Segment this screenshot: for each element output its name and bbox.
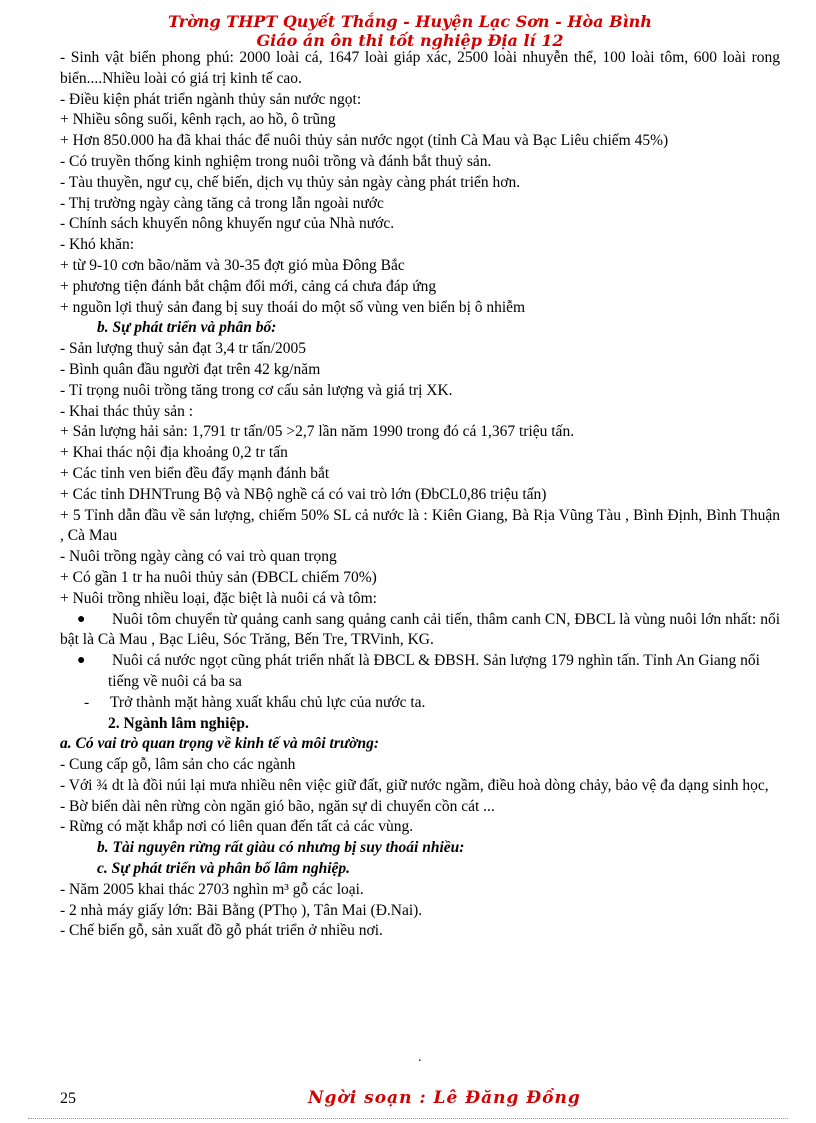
paragraph: - Khó khăn: [60,236,135,254]
paragraph: - Tàu thuyền, ngư cụ, chế biến, dịch vụ thủy sản ngày càng phát triển hơn. [60,173,521,191]
section-heading: a. Có vai trò quan trọng về kinh tế và môi trường: [60,735,380,753]
dash-text: Trở thành mặt hàng xuất khẩu chủ lực của nước ta. [110,693,426,711]
paragraph: - Cung cấp gỗ, lâm sản cho các ngành [60,756,296,774]
paragraph: - Có truyền thống kinh nghiệm trong nuôi trồng và đánh bắt thuỷ sản. [60,152,492,170]
paragraph: + từ 9-10 cơn bão/năm và 30-35 đợt gió mùa Đông Bắc [60,256,405,274]
paragraph: - Thị trường ngày càng tăng cả trong lẫn ngoài nước [60,194,384,212]
bullet-icon: ● [77,653,86,669]
section-heading: b. Tài nguyên rừng rất giàu có nhưng bị suy thoái nhiều: [97,839,465,857]
footer-divider [28,1118,788,1119]
paragraph: + Hơn 850.000 ha đã khai thác để nuôi thủy sản nước ngọt (tỉnh Cà Mau và Bạc Liêu chiếm 45%) [60,132,669,150]
bullet-item [60,610,780,652]
bullet-icon: ● [77,611,86,627]
paragraph: + phương tiện đánh bắt chậm đổi mới, cảng cá chưa đáp ứng [60,277,437,295]
header-subtitle: Giáo án ôn thi tốt nghiệp Địa lí 12 [256,31,564,50]
dash-item [60,693,780,714]
page-dot: . [418,1050,422,1065]
section-heading: c. Sự phát triển và phân bố lâm nghiệp. [97,860,351,878]
dash-icon: - [84,693,90,711]
paragraph: + Nhiều sông suối, kênh rạch, ao hồ, ô trũng [60,111,336,129]
paragraph: + Các tỉnh DHNTrung Bộ và NBộ nghề cá có vai trò lớn (ĐbCL0,86 triệu tấn) [60,485,547,503]
bullet-text: Nuôi cá nước ngọt cũng phát triển nhất là ĐBCL & ĐBSH. Sản lượng 179 nghìn tấn. Tỉnh An Giang nổi [112,652,760,670]
paragraph: - Bờ biển dài nên rừng còn ngăn gió bão, ngăn sự di chuyển cồn cát ... [60,797,495,815]
page-header [60,12,760,50]
paragraph: + Có gần 1 tr ha nuôi thủy sản (ĐBCL chiếm 70%) [60,568,377,586]
section-heading: 2. Ngành lâm nghiệp. [108,714,249,732]
paragraph: - Chính sách khuyến nông khuyến ngư của Nhà nước. [60,215,395,233]
paragraph: + 5 Tỉnh dẫn đầu về sản lượng, chiếm 50% SL cả nước là : Kiên Giang, Bà Rịa Vũng Tàu , Bình Định, Bình Thuận , Cà Mau [60,506,780,545]
paragraph: - Khai thác thủy sản : [60,402,194,420]
paragraph: + nguồn lợi thuỷ sản đang bị suy thoái do một số vùng ven biển bị ô nhiễm [60,298,526,316]
paragraph: + Các tỉnh ven biển đều đẩy mạnh đánh bắt [60,464,330,482]
bullet-item [60,651,780,672]
paragraph: + Nuôi trồng nhiều loại, đặc biệt là nuôi cá và tôm: [60,589,377,607]
paragraph: - Sản lượng thuỷ sản đạt 3,4 tr tấn/2005 [60,340,307,358]
paragraph: - Năm 2005 khai thác 2703 nghìn m³ gỗ các loại. [60,880,364,898]
paragraph: + Sản lượng hải sản: 1,791 tr tấn/05 >2,7 lần năm 1990 trong đó cá 1,367 triệu tấn. [60,423,575,441]
paragraph: - 2 nhà máy giấy lớn: Bãi Bằng (PThọ ), Tân Mai (Đ.Nai). [60,901,423,919]
paragraph: - Tỉ trọng nuôi trồng tăng trong cơ cấu sản lượng và giá trị XK. [60,381,453,399]
paragraph: - Với ¾ dt là đồi núi lại mưa nhiều nên việc giữ đất, giữ nước ngầm, điều hoà dòng chảy, bảo vệ đa dạng sinh học, [60,776,769,794]
paragraph: - Bình quân đầu người đạt trên 42 kg/năm [60,360,321,378]
paragraph: + Khai thác nội địa khoảng 0,2 tr tấn [60,444,288,462]
paragraph: - Chế biến gỗ, sản xuất đồ gỗ phát triển ở nhiều nơi. [60,922,383,940]
header-school: Trờng THPT Quyết Thắng - Huyện Lạc Sơn - Hòa Bình [168,12,652,31]
page-number: 25 [60,1090,76,1107]
paragraph: - Điều kiện phát triển ngành thủy sản nước ngọt: [60,90,362,108]
paragraph: - Nuôi trồng ngày càng có vai trò quan trọng [60,548,337,566]
document-body [60,48,780,942]
footer-author: Ngời soạn : Lê Đăng Đồng [308,1088,581,1108]
bullet-text: Nuôi tôm chuyển từ quảng canh sang quảng canh cải tiến, thâm canh CN, ĐBCL là vùng nuôi lớn nhất: nổi bật là Cà Mau , Bạc Liêu, Sóc Trăng, Bến Tre, TRVinh, KG. [60,610,780,649]
paragraph: tiếng về nuôi cá ba sa [108,672,242,690]
section-heading: b. Sự phát triển và phân bố: [97,319,277,337]
paragraph: - Sinh vật biển phong phú: 2000 loài cá, 1647 loài giáp xác, 2500 loài nhuyễn thể, 100 loài tôm, 600 loài rong biển....Nhiều loài có giá trị kinh tế cao. [60,49,780,87]
paragraph: - Rừng có mặt khắp nơi có liên quan đến tất cả các vùng. [60,818,414,836]
